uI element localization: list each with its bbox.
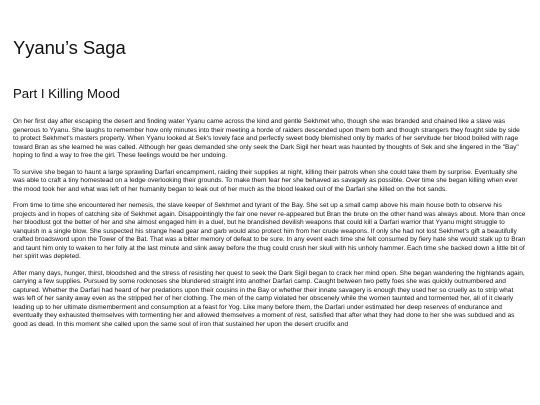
paragraph: On her first day after escaping the desert and finding water Yyanu came across the kind and gentle Sekhmet who, though she was branded and chained like a slave was generous to Yyanu. She laughs to remember how only minutes into their meeting a horde of raiders descended upon them both and though strangers they fought side by side to protect Sekhmet's masters property. When Yyanu looked at Sek's lovely face and perfectly sweet body blemished only by marks of her servitude her blood boiled with rage toward Bran as she learned he was called. Although her geas demanded she only seek the Dark Sigil her heart was haunted by thoughts of Sek and she lingered in the "Bay" hoping to find a way to free the girl. These feelings would be her undoing. bbox=[13, 118, 520, 159]
body-text bbox=[13, 118, 526, 329]
paragraph: To survive she began to haunt a large sprawling Darfari encampment, raiding their supplies at night, killing their patrols when she could take them by surprise. Eventually she was able to craft a tiny homestead on a ledge overlooking their grounds. To make them fear her she behaved as savagely as possible. Over time she began killing when ever the mood took her and what was left of her humanity began to leak out of her much as the blood leaked out of the Darfari she killed on the hot sands. bbox=[13, 168, 518, 193]
document-title: Yyanu’s Saga bbox=[13, 37, 126, 58]
paragraph: From time to time she encountered her nemesis, the slave keeper of Sekhmet and tyrant of the Bay. She set up a small camp above his main house both to observe his projects and in hopes of catching site of Sekhmet again. Disappointingly the fair one never re-appeared but Bran the brute on the other hand was always about. More than once her bloodlust got the better of her and she almost engaged him in a duel, but he brandished devilish weapons that could kill a Darfari warrior that Yyanu might struggle to vanquish in a single blow. She suspected his strange head gear and garb would also protect him from her crude weapons. If only she had not lost Sekhmet's gift a beautifully crafted broadsword upon the Tower of the Bat. That was a bitter memory of defeat to be sure. In any event each time she felt consumed by fiery hate she would stalk up to Bran and taunt him only to waken to her folly at the last minute and slink away before the thug could crush her skull with his unholy hammer. Each time she backed down a little bit of her spirit was depleted. bbox=[13, 202, 526, 260]
paragraph: After many days, hunger, thirst, bloodshed and the stress of resisting her quest to seek the Dark Sigil began to crack her mind open. She began wandering the highlands again, carrying a few supplies. Pursued by some rocknoses she blundered straight into another Darfari camp. Caught between two petty foes she was quickly outnumbered and captured. Whether the Darfari had heard of her predations upon their cousins in the Bay or whether their innate savagery is enough they used her so cruelly as to strip what was left of her sanity away even as the stripped her of her clothing. The men of the camp violated her obscenely while the women taunted and tormented her, all of it clearly leading up to her ultimate dismemberment and consumption at a feast for Yog. Like many before them, the Darfari under estimated her deep reserves of endurance and eventually they exhausted themselves with tormenting her and allowed themselves a moment of rest, satisfied that after what they had done to her she was subdued and as good as dead. In this moment she called upon the same soul of iron that sustained her upon the desert crucifix and bbox=[13, 269, 525, 328]
section-heading: Part I Killing Mood bbox=[13, 86, 121, 101]
